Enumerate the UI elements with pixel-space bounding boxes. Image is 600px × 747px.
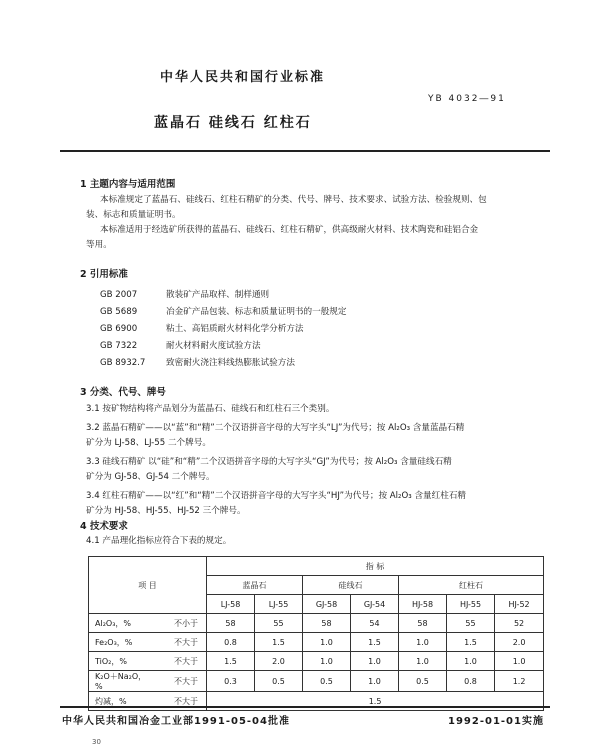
- property-name: Fe₂O₃，%: [89, 633, 149, 652]
- clause-3-1: 3.1 按矿物结构将产品划分为蓝晶石、硅线石和红柱石三个类别。: [86, 404, 335, 414]
- table-row: [89, 633, 544, 652]
- reference-code: GB 7322: [100, 341, 138, 351]
- reference-title: 致密耐火浇注料线热膨胀试验方法: [166, 358, 295, 368]
- grade-header: HJ-58: [399, 595, 447, 614]
- table-cell: 1.0: [303, 652, 351, 671]
- table-cell: 52: [495, 614, 544, 633]
- table-cell: 1.0: [351, 671, 399, 692]
- reference-item: [100, 356, 295, 368]
- table-cell: 0.5: [255, 671, 303, 692]
- table-cell: 1.0: [351, 652, 399, 671]
- property-name: Al₂O₃，%: [89, 614, 149, 633]
- clause-4-1: 4.1 产品理化指标应符合下表的规定。: [86, 536, 232, 546]
- section-2-heading: 2 引用标准: [80, 269, 128, 280]
- table-cell: 1.0: [303, 633, 351, 652]
- table-cell: 1.0: [447, 652, 495, 671]
- grade-header: LJ-55: [255, 595, 303, 614]
- table-cell: 1.2: [495, 671, 544, 692]
- limit-condition: 不大于: [149, 671, 207, 692]
- table-cell: 1.5: [207, 652, 255, 671]
- table-cell: 58: [303, 614, 351, 633]
- table-cell: 1.5: [447, 633, 495, 652]
- table-cell: 1.5: [351, 633, 399, 652]
- item-header: 项 目: [89, 557, 207, 614]
- index-header: 指 标: [207, 557, 544, 576]
- table-cell: 58: [207, 614, 255, 633]
- table-cell: 1.0: [399, 652, 447, 671]
- property-name: 灼减，%: [89, 692, 149, 711]
- table-header-row: [89, 557, 544, 576]
- table-cell: 1.5: [255, 633, 303, 652]
- limit-condition: 不大于: [149, 633, 207, 652]
- limit-condition: 不大于: [149, 652, 207, 671]
- table-cell: 2.0: [255, 652, 303, 671]
- footer-divider: [60, 706, 550, 708]
- table-cell: 58: [399, 614, 447, 633]
- group-header: 硅线石: [303, 576, 399, 595]
- grade-header: HJ-52: [495, 595, 544, 614]
- specification-table: [88, 556, 544, 711]
- reference-title: 粘土、高铝质耐火材料化学分析方法: [166, 324, 304, 334]
- clause-3-3-line1: 3.3 硅线石精矿 以“硅”和“精”二个汉语拼音字母的大写字头“GJ”为代号；按 Al₂O₃ 含量硅线石精: [86, 457, 452, 467]
- table-cell: 1.0: [399, 633, 447, 652]
- document-title: 蓝晶石 硅线石 红柱石: [154, 115, 312, 131]
- clause-3-4-line1: 3.4 红柱石精矿——以“红”和“精”二个汉语拼音字母的大写字头“HJ”为代号；按 Al₂O₃ 含量红柱石精: [86, 491, 467, 501]
- table-cell: 1.0: [495, 652, 544, 671]
- reference-item: [100, 322, 304, 334]
- table-cell: 55: [447, 614, 495, 633]
- group-header: 红柱石: [399, 576, 544, 595]
- property-name: TiO₂，%: [89, 652, 149, 671]
- table-cell: 1.5: [207, 692, 544, 711]
- section-1-para2-line1: 本标准适用于经选矿所获得的蓝晶石、硅线石、红柱石精矿，供高级耐火材料、技术陶瓷和硅铝合金: [100, 225, 479, 235]
- clause-3-2-line1: 3.2 蓝晶石精矿——以“蓝”和“精”二个汉语拼音字母的大写字头“LJ”为代号；按 Al₂O₃ 含量蓝晶石精: [86, 423, 465, 433]
- reference-code: GB 8932.7: [100, 358, 146, 368]
- limit-condition: 不小于: [149, 614, 207, 633]
- standard-code: YB 4032―91: [428, 94, 506, 104]
- header-divider: [60, 150, 550, 152]
- reference-code: GB 5689: [100, 307, 138, 317]
- group-header: 蓝晶石: [207, 576, 303, 595]
- table-cell: 0.5: [399, 671, 447, 692]
- reference-item: [100, 339, 261, 351]
- table-cell: 55: [255, 614, 303, 633]
- grade-header: LJ-58: [207, 595, 255, 614]
- limit-condition: 不大于: [149, 692, 207, 711]
- approval-statement: 中华人民共和国冶金工业部1991-05-04批准: [62, 716, 290, 727]
- reference-title: 冶金矿产品包装、标志和质量证明书的一般规定: [166, 307, 347, 317]
- property-name: K₂O＋Na₂O，%: [89, 671, 149, 692]
- grade-header: GJ-58: [303, 595, 351, 614]
- reference-title: 散装矿产品取样、制样通则: [166, 290, 270, 300]
- table-cell: 0.8: [207, 633, 255, 652]
- table-row: [89, 614, 544, 633]
- section-1-para2-line2: 等用。: [86, 240, 112, 250]
- table-row: [89, 652, 544, 671]
- page-number: 30: [92, 738, 101, 746]
- grade-header: HJ-55: [447, 595, 495, 614]
- section-1-para1-line2: 装、标志和质量证明书。: [86, 210, 181, 220]
- implementation-date: 1992-01-01实施: [448, 716, 544, 727]
- table-cell: 54: [351, 614, 399, 633]
- reference-title: 耐火材料耐火度试验方法: [166, 341, 261, 351]
- clause-3-3-line2: 矿分为 GJ-58、GJ-54 二个牌号。: [86, 472, 215, 482]
- section-4-heading: 4 技术要求: [80, 521, 128, 532]
- reference-code: GB 2007: [100, 290, 138, 300]
- clause-3-4-line2: 矿分为 HJ-58、HJ-55、HJ-52 三个牌号。: [86, 506, 246, 516]
- grade-header: GJ-54: [351, 595, 399, 614]
- table-cell: 0.5: [303, 671, 351, 692]
- section-3-heading: 3 分类、代号、牌号: [80, 387, 166, 398]
- reference-item: [100, 305, 346, 317]
- clause-3-2-line2: 矿分为 LJ-58、LJ-55 二个牌号。: [86, 438, 211, 448]
- table-cell: 0.8: [447, 671, 495, 692]
- reference-item: [100, 288, 269, 300]
- section-1-para1-line1: 本标准规定了蓝晶石、硅线石、红柱石精矿的分类、代号、牌号、技术要求、试验方法、检验规则、包: [100, 195, 487, 205]
- table-cell: 0.3: [207, 671, 255, 692]
- table-cell: 2.0: [495, 633, 544, 652]
- table-row: [89, 671, 544, 692]
- section-1-heading: 1 主题内容与适用范围: [80, 179, 176, 190]
- standard-category-title: 中华人民共和国行业标准: [160, 70, 326, 85]
- reference-code: GB 6900: [100, 324, 138, 334]
